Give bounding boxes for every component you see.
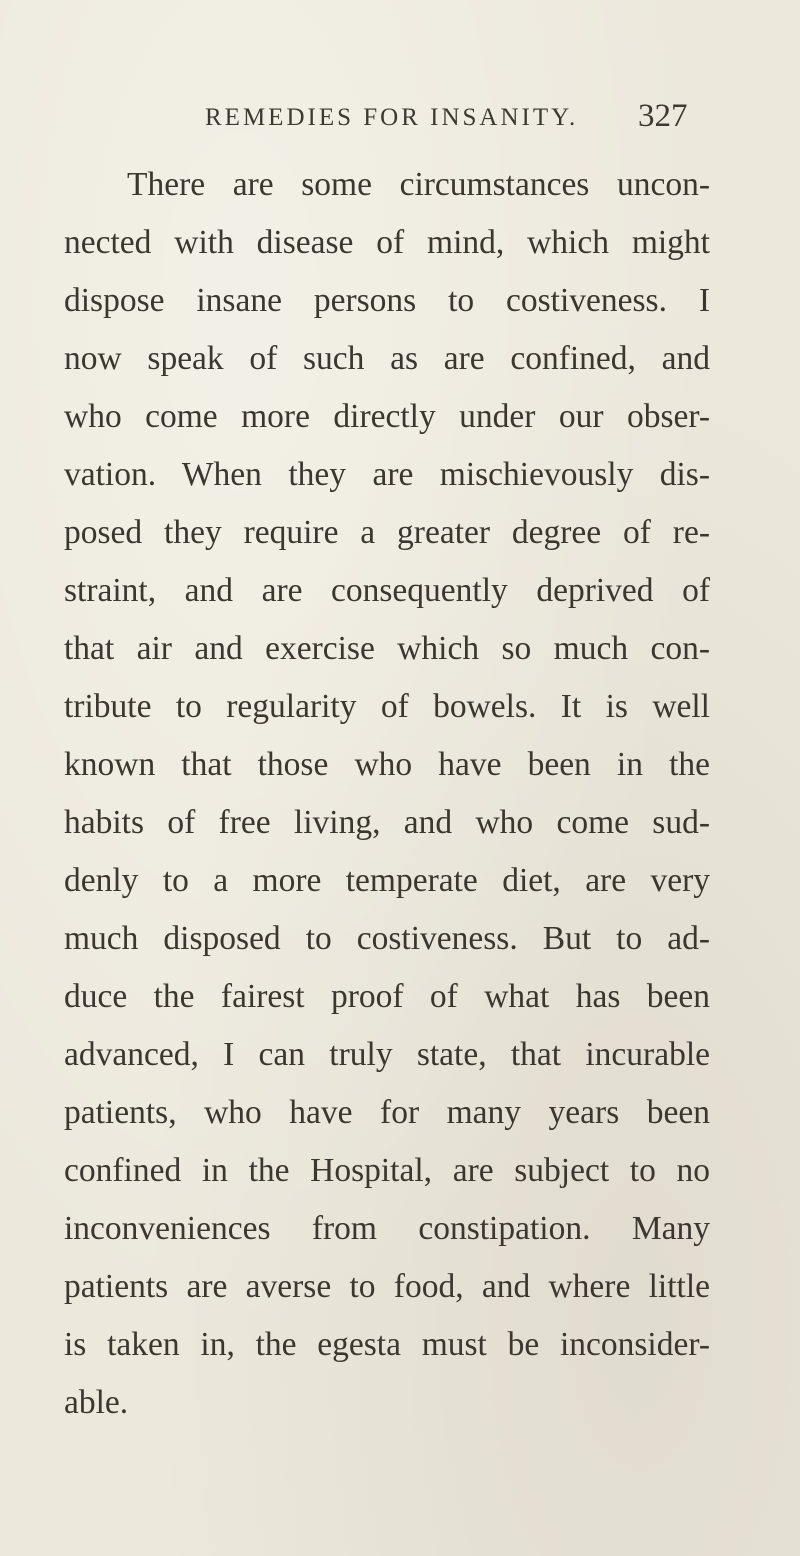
text-line: straint, and are consequently deprived of: [64, 572, 710, 609]
text-line: patients, who have for many years been: [64, 1094, 710, 1131]
text-line: nected with disease of mind, which might: [64, 224, 710, 261]
text-line: known that those who have been in the: [64, 746, 710, 783]
running-head: REMEDIES FOR INSANITY.: [205, 104, 579, 131]
text-line: is taken in, the egesta must be inconsider-: [64, 1326, 710, 1363]
text-line: tribute to regularity of bowels. It is well: [64, 688, 710, 725]
text-line: that air and exercise which so much con-: [64, 630, 710, 667]
text-line: duce the fairest proof of what has been: [64, 978, 710, 1015]
text-line: confined in the Hospital, are subject to no: [64, 1152, 710, 1189]
page-number: 327: [638, 98, 688, 134]
text-line: denly to a more temperate diet, are very: [64, 862, 710, 899]
text-line: able.: [64, 1384, 129, 1421]
text-line: vation. When they are mischievously dis-: [64, 456, 710, 493]
text-line: posed they require a greater degree of re-: [64, 514, 710, 551]
text-line: dispose insane persons to costiveness. I: [64, 282, 710, 319]
text-line: advanced, I can truly state, that incurable: [64, 1036, 710, 1073]
text-line: There are some circumstances uncon-: [127, 166, 710, 203]
text-line: much disposed to costiveness. But to ad-: [64, 920, 710, 957]
text-line: patients are averse to food, and where little: [64, 1268, 710, 1305]
text-line: habits of free living, and who come sud-: [64, 804, 710, 841]
text-line: who come more directly under our obser-: [64, 398, 710, 435]
text-line: inconveniences from constipation. Many: [64, 1210, 710, 1247]
text-line: now speak of such as are confined, and: [64, 340, 710, 377]
